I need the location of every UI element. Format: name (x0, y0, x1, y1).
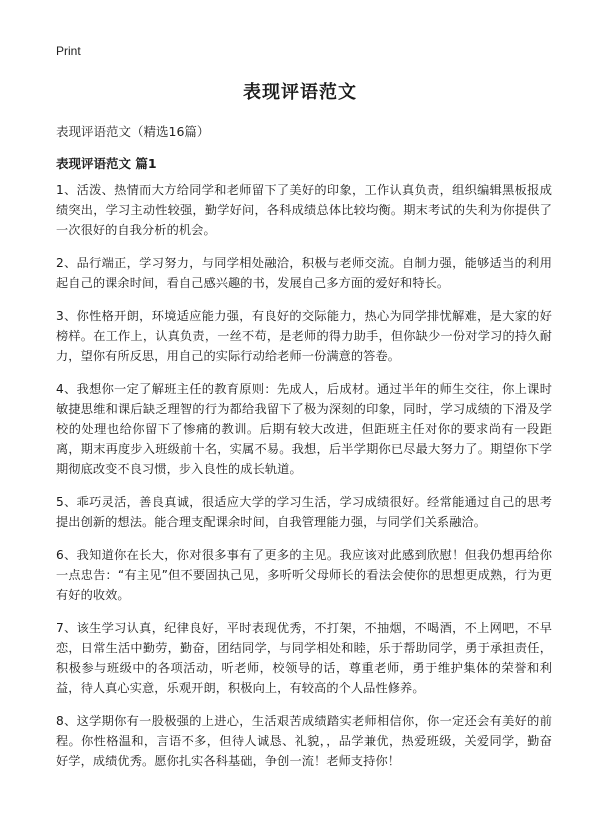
paragraph-6: 6、我知道你在长大，你对很多事有了更多的主见。我应该对此感到欣慰！但我仍想再给你一点忠告：“有主见”但不要固执己见，多听听父母师长的看法会使你的思想更成熟，行为更有好的收效。 (56, 548, 552, 602)
section-heading: 表现评语范文 篇1 (56, 156, 157, 171)
paragraph-8: 8、这学期你有一股极强的上进心，生活艰苦成绩踏实老师相信你，你一定还会有美好的前程。你性格温和，言语不多，但待人诚恳、礼貌，，品学兼优，热爱班级，关爱同学，勤奋好学，成绩优秀。愿你扎实各科基础，争创一流！老师支持你！ (56, 714, 552, 768)
document-body (56, 180, 552, 784)
document-subtitle: 表现评语范文（精选16篇） (56, 124, 210, 139)
print-link[interactable]: Print (56, 44, 81, 58)
paragraph-7: 7、该生学习认真，纪律良好，平时表现优秀，不打架，不抽烟，不喝酒，不上网吧，不早恋，日常生活中勤劳，勤奋，团结同学，与同学相处和睦，乐于帮助同学，勇于承担责任，积极参与班级中的各项活动，听老师，校领导的话，尊重老师，勇于维护集体的荣誉和利益，待人真心实意，乐观开朗，积极向上，有较高的个人品性修养。 (56, 621, 552, 695)
paragraph-4: 4、我想你一定了解班主任的教育原则：先成人，后成材。通过半年的师生交往，你上课时敏捷思维和课后缺乏理智的行为都给我留下了极为深刻的印象，同时，学习成绩的下滑及学校的处理也给你留下了惨痛的教训。后期有较大改进，但距班主任对你的要求尚有一段距离，期末再度步入班级前十名，实属不易。我想，后半学期你已尽最大努力了。期望你下学期彻底改变不良习惯，步入良性的成长轨道。 (56, 382, 552, 476)
paragraph-1: 1、活泼、热情而大方给同学和老师留下了美好的印象，工作认真负责，组织编辑黑板报成绩突出，学习主动性较强，勤学好问，各科成绩总体比较均衡。期末考试的失利为你提供了一次很好的自我分析的机会。 (56, 183, 552, 237)
paragraph-5: 5、乖巧灵活，善良真诚，很适应大学的学习生活，学习成绩很好。经常能通过自己的思考提出创新的想法。能合理支配课余时间，自我管理能力强，与同学们关系融洽。 (56, 495, 552, 529)
paragraph-2: 2、品行端正，学习努力，与同学相处融洽，积极与老师交流。自制力强，能够适当的利用起自己的课余时间，看自己感兴趣的书，发展自己多方面的爱好和特长。 (56, 256, 552, 290)
paragraph-3: 3、你性格开朗，环境适应能力强，有良好的交际能力，热心为同学排忧解难，是大家的好榜样。在工作上，认真负责，一丝不苟，是老师的得力助手，但你缺少一份对学习的持久耐力，望你有所反思，用自己的实际行动给老师一份满意的答卷。 (56, 309, 552, 363)
page-title: 表现评语范文 (243, 82, 357, 103)
